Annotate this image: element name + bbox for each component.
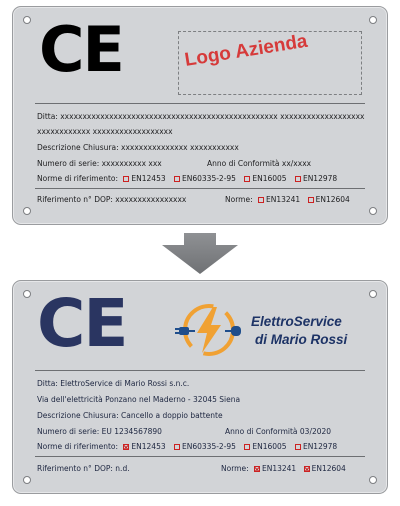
checkbox-icon xyxy=(244,176,250,182)
checkbox-icon xyxy=(123,176,129,182)
ditta-line-cont: xxxxxxxxxxxx xxxxxxxxxxxxxxxxxx xyxy=(37,127,173,136)
norma-item: EN13241 xyxy=(254,464,296,473)
norma-item: EN12978 xyxy=(295,442,337,451)
norma-item: EN12978 xyxy=(295,174,337,183)
norme-label: Norme: xyxy=(221,464,249,473)
descrizione-line: Descrizione Chiusura: Cancello a doppio battente xyxy=(37,411,223,420)
norme-riferimento-row xyxy=(37,442,337,451)
norme-label: Norme di riferimento: xyxy=(37,442,119,451)
filled-nameplate xyxy=(12,280,388,494)
checkbox-icon xyxy=(174,176,180,182)
screw-hole xyxy=(369,207,377,215)
template-nameplate xyxy=(12,6,388,225)
norme-riferimento-row xyxy=(37,174,337,183)
numero-serie-line: Numero di serie: xxxxxxxxxx xxx xyxy=(37,159,162,168)
norma-item: EN60335-2-95 xyxy=(174,174,236,183)
down-arrow-icon xyxy=(160,233,240,275)
numero-serie-line: Numero di serie: EU 1234567890 xyxy=(37,427,162,436)
checkbox-icon xyxy=(258,197,264,203)
checked-checkbox-icon xyxy=(123,444,129,450)
norma-item: EN60335-2-95 xyxy=(174,442,236,451)
indirizzo-line: Via dell'elettricità Ponzano nel Maderno - 32045 Siena xyxy=(37,395,241,404)
screw-hole xyxy=(369,476,377,484)
ce-mark: CE xyxy=(37,285,127,362)
ditta-line: Ditta: ElettroService di Mario Rossi s.n.c. xyxy=(37,379,190,388)
ditta-line: Ditta: xxxxxxxxxxxxxxxxxxxxxxxxxxxxxxxxxxxxxxxxxxxxxxxxx xxxxxxxxxxxxxxxxxxx xyxy=(37,112,365,121)
checkbox-icon xyxy=(308,197,314,203)
divider xyxy=(35,456,365,457)
checkbox-icon xyxy=(295,444,301,450)
power-plug-lightning-icon xyxy=(175,297,245,363)
norma-item: EN12604 xyxy=(308,195,350,204)
divider xyxy=(35,188,365,189)
checkbox-icon xyxy=(244,444,250,450)
screw-hole xyxy=(23,290,31,298)
company-logo-placeholder xyxy=(178,31,362,95)
logo-placeholder-text: Logo Azienda xyxy=(183,30,309,71)
norma-item: EN12453 xyxy=(123,442,165,451)
norma-item: EN12604 xyxy=(304,464,346,473)
screw-hole xyxy=(23,476,31,484)
norma-item: EN16005 xyxy=(244,174,286,183)
norme-label: Norme: xyxy=(225,195,253,204)
checked-checkbox-icon xyxy=(254,466,260,472)
divider xyxy=(35,103,365,104)
brand-name-line1: ElettroService xyxy=(251,314,342,329)
norma-item: EN13241 xyxy=(258,195,300,204)
anno-conformita-line: Anno di Conformità 03/2020 xyxy=(225,427,332,436)
norme-label: Norme di riferimento: xyxy=(37,174,119,183)
checkbox-icon xyxy=(295,176,301,182)
checked-checkbox-icon xyxy=(304,466,310,472)
norma-item: EN12453 xyxy=(123,174,165,183)
screw-hole xyxy=(23,207,31,215)
riferimento-dop-line: Riferimento n° DOP: xxxxxxxxxxxxxxxx xyxy=(37,195,187,204)
norme-row xyxy=(221,464,346,473)
brand-name-line2: di Mario Rossi xyxy=(255,332,348,347)
anno-conformita-line: Anno di Conformità xx/xxxx xyxy=(207,159,312,168)
screw-hole xyxy=(23,16,31,24)
ce-mark: CE xyxy=(39,13,123,86)
divider xyxy=(35,370,365,371)
descrizione-line: Descrizione Chiusura: xxxxxxxxxxxxxxx xxxxxxxxxxx xyxy=(37,143,239,152)
screw-hole xyxy=(369,16,377,24)
riferimento-dop-line: Riferimento n° DOP: n.d. xyxy=(37,464,130,473)
norme-row xyxy=(225,195,350,204)
norma-item: EN16005 xyxy=(244,442,286,451)
screw-hole xyxy=(369,290,377,298)
checkbox-icon xyxy=(174,444,180,450)
